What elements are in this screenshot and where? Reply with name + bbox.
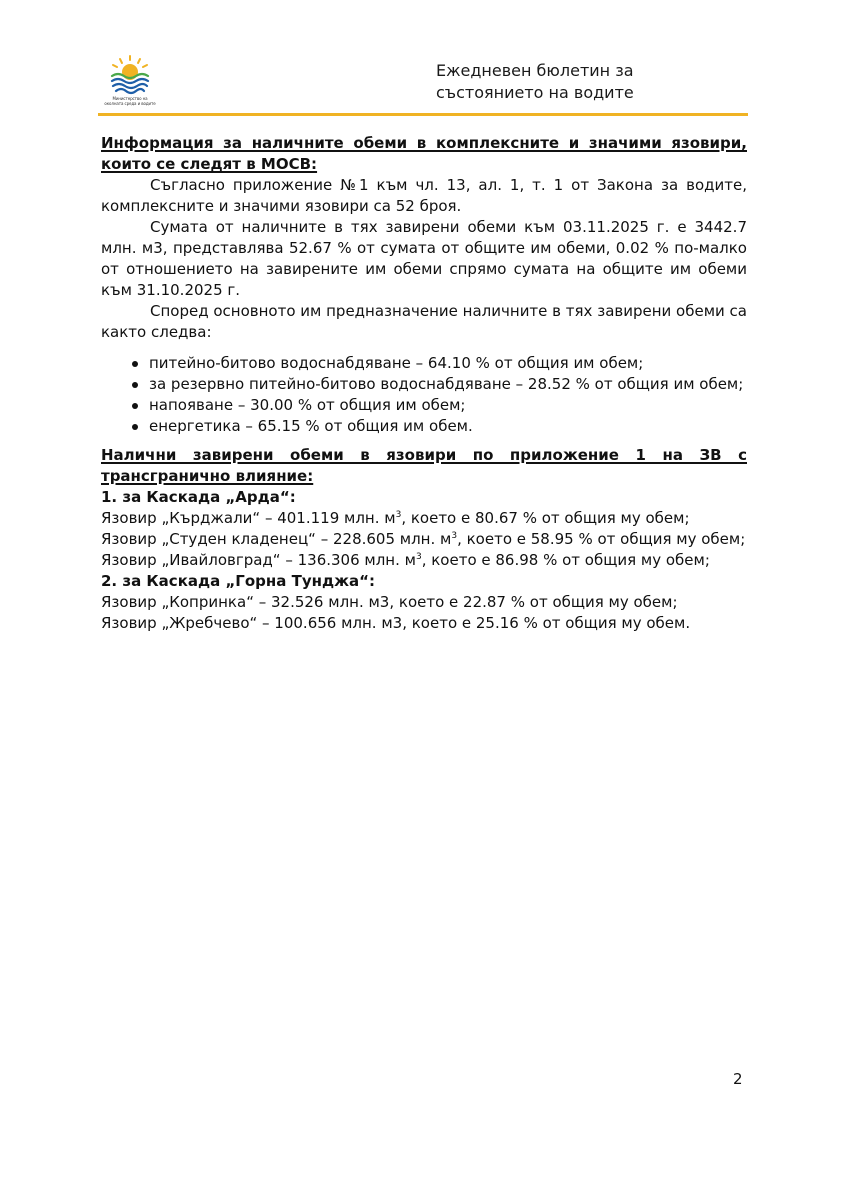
- reservoir-text: Язовир „Кърджали“ – 401.119 млн. м: [101, 509, 396, 527]
- purpose-list: [101, 353, 747, 437]
- list-item: питейно-битово водоснабдяване – 64.10 % от общия им обем;: [149, 353, 747, 374]
- sun-rays-icon: [113, 56, 147, 80]
- list-item: напояване – 30.00 % от общия им обем;: [149, 395, 747, 416]
- reservoir-line: Язовир „Жребчево“ – 100.656 млн. м3, което е 25.16 % от общия му обем.: [101, 614, 691, 632]
- logo-caption-line: околната среда и водите: [104, 101, 156, 106]
- page-number: 2: [733, 1070, 743, 1088]
- bulletin-title: [436, 60, 696, 104]
- reservoir-text: , което е 58.95 % от общия му обем;: [457, 530, 746, 548]
- paragraph-purpose-intro: Според основното им предназначение наличните в тях завирени обеми са както следва:: [101, 302, 747, 341]
- reservoir-text: , което е 80.67 % от общия му обем;: [401, 509, 690, 527]
- reservoir-text: , което е 86.98 % от общия му обем;: [421, 551, 710, 569]
- unit-superscript: 3: [415, 552, 422, 562]
- reservoir-line: Язовир „Копринка“ – 32.526 млн. м3, което е 22.87 % от общия му обем;: [101, 593, 678, 611]
- cascade-heading-arda: 1. за Каскада „Арда“:: [101, 488, 296, 506]
- bulletin-title-line: Ежедневен бюлетин за: [436, 61, 634, 80]
- paragraph-reservoir-count: Съгласно приложение №1 към чл. 13, ал. 1, т. 1 от Закона за водите, комплексните и значими язовири са 52 броя.: [101, 176, 747, 215]
- paragraph-volume-summary: Сумата от наличните в тях завирени обеми към 03.11.2025 г. е 3442.7 млн. м3, представлява 52.67 % от сумата от общите им обеми, 0.02 % по-малко от отношението на завирените им обеми спрямо сумата на общите им обеми към 31.10.2025 г.: [101, 218, 747, 299]
- cascade-heading-tundzha: 2. за Каскада „Горна Тунджа“:: [101, 572, 376, 590]
- logo-caption-line: Министерство на: [112, 96, 148, 101]
- reservoir-line: [101, 529, 747, 550]
- logo-caption: [99, 96, 161, 106]
- header-divider: [98, 113, 748, 116]
- reservoir-text: Язовир „Ивайловград“ – 136.306 млн. м: [101, 551, 416, 569]
- unit-superscript: 3: [451, 531, 458, 541]
- bulletin-title-line: състоянието на водите: [436, 83, 634, 102]
- list-item: енергетика – 65.15 % от общия им обем.: [149, 416, 747, 437]
- reservoir-line: [101, 550, 747, 571]
- unit-superscript: 3: [395, 510, 402, 520]
- section-heading-volumes: Информация за наличните обеми в комплексните и значими язовири, които се следят в МОСВ:: [101, 134, 747, 173]
- section-heading-transboundary: Налични завирени обеми в язовири по приложение 1 на ЗВ с трансгранично влияние:: [101, 446, 747, 485]
- reservoir-text: Язовир „Студен кладенец“ – 228.605 млн. м: [101, 530, 452, 548]
- reservoir-line: [101, 508, 747, 529]
- document-body: [101, 133, 747, 634]
- list-item: за резервно питейно-битово водоснабдяване – 28.52 % от общия им обем;: [149, 374, 747, 395]
